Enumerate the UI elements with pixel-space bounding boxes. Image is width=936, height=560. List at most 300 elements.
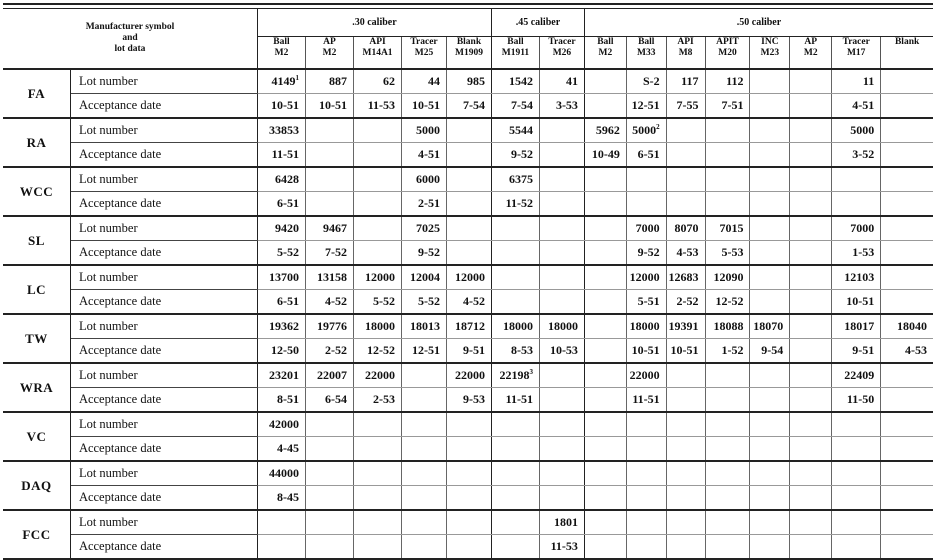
column-header-type: Ball	[507, 37, 524, 47]
lot-number-cell	[705, 265, 750, 290]
lot-number-cell	[257, 167, 305, 192]
column-header-9	[666, 37, 705, 70]
lot-number-cell	[666, 69, 705, 94]
lot-number-label: Lot number	[70, 216, 257, 241]
column-header-model: M2	[322, 48, 337, 58]
acceptance-date-cell	[881, 486, 933, 511]
acceptance-date-cell	[666, 192, 705, 217]
caliber-group-1: .45 caliber	[491, 9, 584, 37]
acceptance-date-cell	[491, 535, 539, 560]
acceptance-date-cell	[447, 535, 492, 560]
acceptance-date-cell	[750, 437, 790, 462]
acceptance-date-cell: 1-52	[705, 339, 750, 364]
acceptance-date-cell: 7-55	[666, 94, 705, 119]
lot-number-row	[3, 118, 933, 143]
lot-number-value: 1542	[508, 74, 533, 88]
lot-number-row	[3, 461, 933, 486]
lot-number-value: 8070	[674, 221, 699, 235]
lot-number-cell	[750, 216, 790, 241]
footnote-mark: 2	[656, 123, 660, 131]
lot-number-cell	[584, 314, 626, 339]
acceptance-date-cell	[447, 241, 492, 266]
acceptance-date-cell	[447, 192, 492, 217]
acceptance-date-cell: 11-52	[491, 192, 539, 217]
lot-number-cell	[539, 461, 584, 486]
lot-number-value: 12000	[454, 270, 485, 284]
acceptance-date-cell: 2-52	[666, 290, 705, 315]
column-header-type: API	[369, 37, 386, 47]
lot-number-cell	[790, 314, 832, 339]
acceptance-date-row	[3, 94, 933, 119]
column-header-8	[626, 37, 666, 70]
lot-number-value: 12090	[713, 270, 744, 284]
lot-number-cell	[832, 363, 881, 388]
lot-number-cell	[354, 412, 402, 437]
lot-number-cell	[881, 69, 933, 94]
lot-number-value: 18000	[629, 319, 660, 333]
acceptance-date-cell	[790, 535, 832, 560]
lot-number-cell	[881, 412, 933, 437]
lot-number-cell	[881, 118, 933, 143]
lot-number-cell	[626, 461, 666, 486]
lot-number-label: Lot number	[70, 265, 257, 290]
lot-number-value: 18013	[410, 319, 440, 333]
acceptance-date-cell	[305, 437, 353, 462]
acceptance-date-cell: 2-52	[305, 339, 353, 364]
lot-number-cell	[447, 265, 492, 290]
lot-number-cell	[705, 167, 750, 192]
lot-number-cell	[354, 461, 402, 486]
lot-number-label: Lot number	[70, 167, 257, 192]
lot-number-value: 41	[565, 74, 578, 88]
acceptance-date-cell	[354, 535, 402, 560]
column-header-model: M25	[414, 48, 434, 58]
lot-number-value: 18000	[502, 319, 533, 333]
column-header-model: M2	[803, 48, 818, 58]
lot-number-cell	[402, 510, 447, 535]
lot-number-cell	[257, 69, 305, 94]
column-header-model: M2	[274, 48, 289, 58]
acceptance-date-cell: 10-51	[402, 94, 447, 119]
manufacturer-code: FCC	[3, 510, 70, 559]
lot-number-value: 12004	[410, 270, 440, 284]
lot-number-cell	[750, 510, 790, 535]
column-header-type: Ball	[597, 37, 614, 47]
lot-number-cell	[584, 363, 626, 388]
lot-number-cell	[790, 363, 832, 388]
lot-number-cell	[584, 461, 626, 486]
lot-number-cell	[666, 461, 705, 486]
lot-number-cell	[257, 363, 305, 388]
manufacturer-code: SL	[3, 216, 70, 265]
lot-number-cell	[666, 363, 705, 388]
acceptance-date-cell: 11-50	[832, 388, 881, 413]
footnote-mark: 3	[529, 368, 533, 376]
caliber-group-0: .30 caliber	[257, 9, 491, 37]
lot-number-value: 5544	[508, 123, 533, 137]
acceptance-date-cell: 9-52	[402, 241, 447, 266]
manufacturer-code: RA	[3, 118, 70, 167]
lot-number-value: 5000	[632, 123, 657, 137]
lot-number-value: 33853	[268, 123, 299, 137]
lot-number-cell	[626, 216, 666, 241]
acceptance-date-cell	[790, 339, 832, 364]
acceptance-date-cell: 8-51	[257, 388, 305, 413]
lot-number-cell	[402, 216, 447, 241]
lot-number-value: 12000	[629, 270, 660, 284]
acceptance-date-cell	[750, 241, 790, 266]
column-header-12	[790, 37, 832, 70]
lot-number-cell	[447, 216, 492, 241]
lot-number-cell	[626, 167, 666, 192]
acceptance-date-cell	[832, 437, 881, 462]
column-header-2	[354, 37, 402, 70]
lot-number-cell	[447, 461, 492, 486]
column-header-model: M23	[760, 48, 780, 58]
lot-number-cell	[491, 461, 539, 486]
acceptance-date-cell: 3-53	[539, 94, 584, 119]
acceptance-date-cell	[491, 486, 539, 511]
column-header-type: Tracer	[548, 37, 576, 47]
lot-number-label: Lot number	[70, 118, 257, 143]
manufacturer-code: LC	[3, 265, 70, 314]
caliber-group-2: .50 caliber	[584, 9, 933, 37]
acceptance-date-cell: 9-51	[832, 339, 881, 364]
lot-number-cell	[539, 118, 584, 143]
manufacturer-header-line: Manufacturer symbol	[85, 22, 175, 32]
lot-number-value: 13700	[268, 270, 299, 284]
manufacturer-code: TW	[3, 314, 70, 363]
lot-number-label: Lot number	[70, 412, 257, 437]
acceptance-date-cell	[666, 535, 705, 560]
lot-number-cell	[705, 314, 750, 339]
lot-number-cell	[305, 363, 353, 388]
lot-number-value: 18088	[713, 319, 744, 333]
lot-number-cell	[705, 216, 750, 241]
lot-number-label: Lot number	[70, 363, 257, 388]
acceptance-date-cell	[750, 388, 790, 413]
lot-number-cell	[750, 363, 790, 388]
lot-number-cell	[305, 510, 353, 535]
acceptance-date-cell: 6-51	[626, 143, 666, 168]
acceptance-date-cell	[750, 94, 790, 119]
acceptance-date-cell: 10-51	[666, 339, 705, 364]
acceptance-date-cell	[305, 192, 353, 217]
lot-number-cell	[881, 167, 933, 192]
lot-number-value: 6000	[416, 172, 440, 186]
acceptance-date-cell	[491, 241, 539, 266]
lot-data-table	[3, 3, 933, 560]
lot-number-cell	[539, 510, 584, 535]
acceptance-date-cell	[626, 486, 666, 511]
acceptance-date-cell: 6-51	[257, 290, 305, 315]
column-header-1	[305, 37, 353, 70]
acceptance-date-cell	[354, 241, 402, 266]
column-header-model: M8	[678, 48, 693, 58]
lot-number-cell	[750, 412, 790, 437]
lot-number-cell	[790, 167, 832, 192]
column-header-type: Ball	[273, 37, 290, 47]
lot-number-value: 7000	[850, 221, 875, 235]
acceptance-date-cell: 5-53	[705, 241, 750, 266]
lot-number-cell	[491, 363, 539, 388]
lot-number-cell	[881, 363, 933, 388]
acceptance-date-label: Acceptance date	[70, 192, 257, 217]
lot-number-cell	[305, 216, 353, 241]
lot-number-cell	[705, 510, 750, 535]
acceptance-date-cell	[790, 290, 832, 315]
acceptance-date-cell	[402, 388, 447, 413]
acceptance-date-cell: 6-51	[257, 192, 305, 217]
lot-number-cell	[402, 69, 447, 94]
lot-number-cell	[881, 265, 933, 290]
lot-number-cell	[257, 510, 305, 535]
acceptance-date-cell	[626, 535, 666, 560]
column-header-type: AP	[804, 37, 818, 47]
lot-number-value: 18000	[547, 319, 578, 333]
acceptance-date-cell	[539, 388, 584, 413]
acceptance-date-cell	[750, 535, 790, 560]
acceptance-date-cell: 9-51	[447, 339, 492, 364]
lot-number-cell	[666, 265, 705, 290]
lot-number-cell	[832, 167, 881, 192]
acceptance-date-cell: 11-51	[257, 143, 305, 168]
lot-number-cell	[705, 363, 750, 388]
lot-number-cell	[750, 461, 790, 486]
acceptance-date-cell: 11-51	[491, 388, 539, 413]
lot-number-cell	[257, 216, 305, 241]
acceptance-date-cell	[790, 94, 832, 119]
acceptance-date-cell	[584, 192, 626, 217]
lot-number-cell	[626, 412, 666, 437]
acceptance-date-cell: 12-52	[354, 339, 402, 364]
acceptance-date-cell	[881, 143, 933, 168]
acceptance-date-cell	[354, 486, 402, 511]
acceptance-date-row	[3, 290, 933, 315]
acceptance-date-cell: 7-54	[447, 94, 492, 119]
column-header-5	[491, 37, 539, 70]
column-header-type: AP	[323, 37, 336, 47]
column-header-type: Tracer	[410, 37, 438, 47]
column-header-type: Tracer	[842, 37, 870, 47]
acceptance-date-cell	[705, 535, 750, 560]
acceptance-date-cell	[447, 143, 492, 168]
acceptance-date-row	[3, 143, 933, 168]
acceptance-date-cell: 5-52	[402, 290, 447, 315]
acceptance-date-cell	[790, 143, 832, 168]
acceptance-date-label: Acceptance date	[70, 339, 257, 364]
lot-number-value: 44000	[268, 466, 299, 480]
lot-number-cell	[354, 510, 402, 535]
acceptance-date-cell	[666, 437, 705, 462]
lot-number-cell	[626, 510, 666, 535]
lot-number-cell	[584, 118, 626, 143]
acceptance-date-label: Acceptance date	[70, 241, 257, 266]
acceptance-date-cell	[666, 388, 705, 413]
lot-number-value: 7015	[719, 221, 744, 235]
acceptance-date-cell: 10-53	[539, 339, 584, 364]
lot-number-value: 42000	[268, 417, 299, 431]
lot-number-cell	[832, 265, 881, 290]
lot-number-cell	[539, 412, 584, 437]
lot-number-cell	[539, 363, 584, 388]
acceptance-date-row	[3, 339, 933, 364]
lot-number-cell	[354, 363, 402, 388]
acceptance-date-cell: 10-51	[305, 94, 353, 119]
lot-number-cell	[491, 314, 539, 339]
lot-number-cell	[705, 69, 750, 94]
acceptance-date-cell	[881, 535, 933, 560]
lot-number-cell	[705, 118, 750, 143]
lot-number-value: 4149	[271, 74, 296, 88]
lot-number-cell	[447, 412, 492, 437]
acceptance-date-cell	[790, 388, 832, 413]
acceptance-date-cell	[584, 241, 626, 266]
lot-number-cell	[832, 510, 881, 535]
lot-number-row	[3, 314, 933, 339]
lot-number-cell	[584, 216, 626, 241]
acceptance-date-cell	[881, 192, 933, 217]
acceptance-date-cell	[881, 290, 933, 315]
acceptance-date-cell: 4-51	[832, 94, 881, 119]
acceptance-date-cell: 9-53	[447, 388, 492, 413]
column-header-model: M26	[552, 48, 572, 58]
acceptance-date-cell	[750, 290, 790, 315]
lot-number-row	[3, 510, 933, 535]
acceptance-date-label: Acceptance date	[70, 290, 257, 315]
ammunition-lot-table	[3, 3, 933, 560]
column-header-type: Ball	[638, 37, 655, 47]
lot-number-value: 1801	[553, 515, 578, 529]
lot-number-cell	[626, 69, 666, 94]
lot-number-cell	[790, 510, 832, 535]
column-header-type: INC	[761, 37, 779, 47]
lot-number-value: 7025	[416, 221, 440, 235]
lot-number-cell	[354, 69, 402, 94]
lot-number-cell	[790, 216, 832, 241]
lot-number-cell	[626, 265, 666, 290]
lot-number-cell	[447, 118, 492, 143]
lot-number-cell	[491, 510, 539, 535]
lot-number-value: 9467	[323, 221, 348, 235]
lot-number-cell	[750, 118, 790, 143]
acceptance-date-cell: 5-52	[354, 290, 402, 315]
acceptance-date-cell	[354, 437, 402, 462]
lot-number-cell	[584, 69, 626, 94]
acceptance-date-cell: 10-51	[832, 290, 881, 315]
lot-number-cell	[584, 412, 626, 437]
acceptance-date-row	[3, 486, 933, 511]
acceptance-date-cell: 4-52	[305, 290, 353, 315]
column-header-type: API	[677, 37, 694, 47]
acceptance-date-cell	[402, 437, 447, 462]
column-header-0	[257, 37, 305, 70]
lot-number-cell	[491, 167, 539, 192]
lot-number-cell	[447, 510, 492, 535]
acceptance-date-cell	[584, 486, 626, 511]
acceptance-date-cell: 2-51	[402, 192, 447, 217]
acceptance-date-cell: 12-51	[402, 339, 447, 364]
column-header-13	[832, 37, 881, 70]
lot-number-row	[3, 216, 933, 241]
acceptance-date-cell: 10-51	[626, 339, 666, 364]
lot-number-cell	[402, 314, 447, 339]
lot-number-cell	[447, 314, 492, 339]
acceptance-date-cell: 3-52	[832, 143, 881, 168]
column-header-model: M14A1	[362, 48, 393, 58]
lot-number-value: 6428	[274, 172, 299, 186]
acceptance-date-cell	[584, 388, 626, 413]
lot-number-cell	[666, 118, 705, 143]
column-header-11	[750, 37, 790, 70]
manufacturer-header-line: and	[122, 33, 138, 43]
acceptance-date-cell	[626, 437, 666, 462]
lot-number-label: Lot number	[70, 314, 257, 339]
manufacturer-code: DAQ	[3, 461, 70, 510]
lot-number-cell	[832, 461, 881, 486]
lot-number-cell	[750, 167, 790, 192]
acceptance-date-label: Acceptance date	[70, 94, 257, 119]
acceptance-date-cell: 7-51	[705, 94, 750, 119]
acceptance-date-cell	[305, 535, 353, 560]
acceptance-date-cell	[705, 437, 750, 462]
lot-number-cell	[790, 69, 832, 94]
lot-number-cell	[881, 216, 933, 241]
lot-number-cell	[539, 265, 584, 290]
column-header-3	[402, 37, 447, 70]
acceptance-date-cell	[447, 486, 492, 511]
acceptance-date-cell	[447, 437, 492, 462]
acceptance-date-row	[3, 241, 933, 266]
acceptance-date-cell	[705, 388, 750, 413]
acceptance-date-label: Acceptance date	[70, 437, 257, 462]
acceptance-date-cell	[790, 437, 832, 462]
acceptance-date-cell	[705, 143, 750, 168]
lot-number-row	[3, 265, 933, 290]
lot-number-value: 112	[726, 74, 744, 88]
lot-number-cell	[750, 69, 790, 94]
lot-number-cell	[402, 412, 447, 437]
lot-number-value: 117	[681, 74, 699, 88]
lot-number-cell	[402, 363, 447, 388]
lot-number-value: 19391	[668, 319, 699, 333]
acceptance-date-cell: 7-54	[491, 94, 539, 119]
acceptance-date-cell	[539, 437, 584, 462]
lot-number-cell	[354, 314, 402, 339]
lot-number-cell	[790, 118, 832, 143]
acceptance-date-cell: 11-53	[539, 535, 584, 560]
lot-number-cell	[305, 167, 353, 192]
lot-number-cell	[354, 216, 402, 241]
acceptance-date-cell	[705, 486, 750, 511]
lot-number-cell	[491, 118, 539, 143]
acceptance-date-row	[3, 535, 933, 560]
acceptance-date-row	[3, 192, 933, 217]
lot-number-value: 6375	[508, 172, 533, 186]
column-header-type: Blank	[456, 37, 482, 47]
lot-number-cell	[354, 167, 402, 192]
acceptance-date-cell: 4-53	[881, 339, 933, 364]
lot-number-cell	[705, 412, 750, 437]
lot-number-value: 12683	[668, 270, 699, 284]
lot-number-value: 7000	[635, 221, 660, 235]
lot-number-value: 62	[383, 74, 396, 88]
acceptance-date-cell: 10-49	[584, 143, 626, 168]
acceptance-date-row	[3, 437, 933, 462]
lot-number-value: 12000	[365, 270, 396, 284]
acceptance-date-cell	[832, 535, 881, 560]
acceptance-date-cell	[832, 192, 881, 217]
